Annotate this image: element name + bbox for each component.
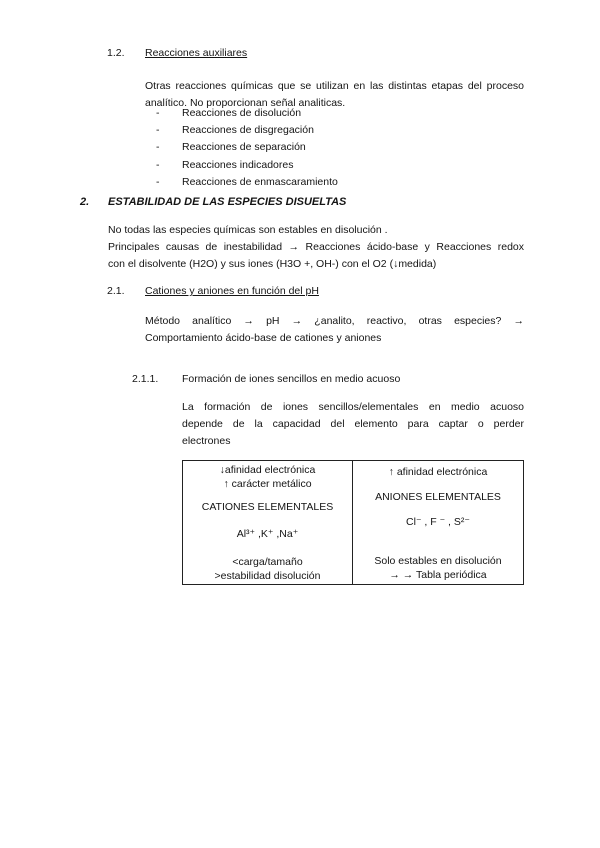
anions-header: ANIONES ELEMENTALES [375,491,501,503]
section-2-1-1-number: 2.1.1. [132,373,159,385]
paragraph-line: depende de la capacidad del elemento para captar o perder [182,418,524,431]
bullet-dash: - [156,124,160,137]
section-1-2-heading [107,45,247,62]
section-2-1-1-title: Formación de iones sencillos en medio acuoso [182,373,401,385]
paragraph-line: Otras reacciones químicas que se utilizan en las distintas etapas del proceso [145,80,524,92]
section-2-1-1-paragraph [182,399,524,451]
list-item [156,157,338,174]
bullet-dash: - [156,107,160,119]
section-2-title: ESTABILIDAD DE LAS ESPECIES DISUELTAS [108,196,347,208]
anions-cell [353,461,523,584]
cations-property-1: ↓afinidad electrónica [219,464,316,476]
paragraph-line: Comportamiento ácido-base de cationes y aniones [145,332,382,345]
section-2-number: 2. [80,196,90,208]
cations-property-2: ↑ carácter metálico [223,478,312,490]
paragraph-line: No todas las especies químicas son estables en disolución . [108,224,388,236]
cations-ions: Al³⁺ ,K⁺ ,Na⁺ [236,528,299,540]
list-item-text: Reacciones de disolución [182,107,302,119]
bullet-dash: - [156,141,160,154]
section-1-2-title: Reacciones auxiliares [145,47,248,59]
anions-property-1: ↑ afinidad electrónica [388,466,488,478]
section-2-1-number: 2.1. [107,285,125,297]
list-item [156,122,338,139]
cations-header: CATIONES ELEMENTALES [201,501,334,513]
anions-ions: Cl⁻ , F ⁻ , S²⁻ [406,516,470,528]
anions-note-2: → → Tabla periódica [389,569,487,581]
section-2-1-title: Cationes y aniones en función del pH [145,285,319,297]
ions-comparison-table [182,460,524,585]
auxiliary-reactions-list [156,105,338,191]
cations-note-1: <carga/tamaño [232,556,303,568]
paragraph-line: Método analítico → pH → ¿analito, reactivo, otras especies? → [145,315,524,327]
section-2-paragraph [108,222,524,274]
cations-note-2: >estabilidad disolución [214,570,321,582]
section-2-heading [80,194,346,211]
cations-cell [183,461,353,584]
list-item-text: Reacciones indicadores [182,158,294,171]
paragraph-line: Principales causas de inestabilidad → Reacciones ácido-base y Reacciones redox [108,241,524,254]
section-1-2-number: 1.2. [107,47,125,59]
list-item [156,174,338,191]
list-item [156,139,338,156]
paragraph-line: electrones [182,435,231,448]
section-2-1-heading [107,283,319,300]
section-2-1-1-heading [132,371,400,388]
paragraph-line: con el disolvente (H2O) y sus iones (H3O +, OH-) con el O2 (↓medida) [108,258,437,271]
list-item-text: Reacciones de enmascaramiento [182,175,338,188]
list-item-text: Reacciones de separación [182,141,306,154]
list-item [156,105,338,122]
anions-note-1: Solo estables en disolución [374,555,502,567]
bullet-dash: - [156,175,160,188]
paragraph-line: La formación de iones sencillos/elementales en medio acuoso [182,401,524,413]
bullet-dash: - [156,158,160,171]
paragraph-line: analítico. No proporcionan señal analiticas. [145,97,346,110]
list-item-text: Reacciones de disgregación [182,124,314,137]
section-2-1-paragraph [145,313,524,347]
